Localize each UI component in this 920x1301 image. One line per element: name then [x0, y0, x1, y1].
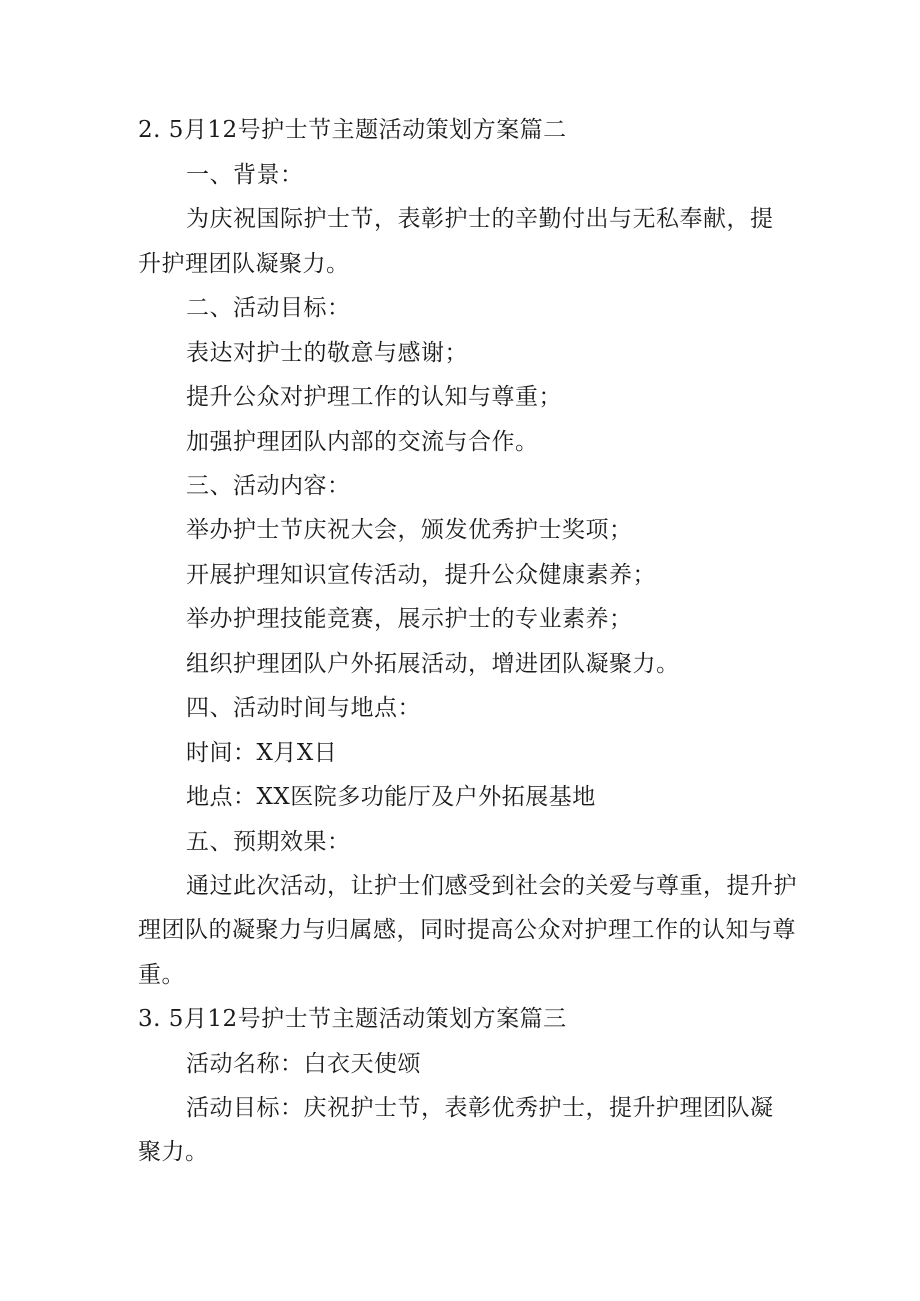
activity-goal-line: 聚力。 [138, 1139, 209, 1165]
time-place-heading: 四、活动时间与地点： [186, 695, 421, 721]
goal-item: 表达对护士的敬意与感谢； [186, 340, 468, 366]
section-heading-2: 2. 5月12号护士节主题活动策划方案篇二 [138, 117, 567, 143]
background-heading: 一、背景： [186, 162, 304, 188]
effect-paragraph-line: 理团队的凝聚力与归属感，同时提高公众对护理工作的认知与尊 [138, 917, 796, 943]
place-line: 地点：XX医院多功能厅及户外拓展基地 [186, 784, 596, 810]
content-item: 组织护理团队户外拓展活动，增进团队凝聚力。 [186, 651, 680, 677]
content-heading: 三、活动内容： [186, 473, 351, 499]
content-item: 举办护士节庆祝大会，颁发优秀护士奖项； [186, 517, 633, 543]
time-line: 时间：X月X日 [186, 740, 338, 766]
effect-paragraph-line: 通过此次活动，让护士们感受到社会的关爱与尊重，提升护 [186, 873, 797, 899]
background-paragraph-line: 为庆祝国际护士节，表彰护士的辛勤付出与无私奉献，提 [186, 206, 774, 232]
background-paragraph-line: 升护理团队凝聚力。 [138, 251, 350, 277]
content-item: 开展护理知识宣传活动，提升公众健康素养； [186, 562, 656, 588]
effect-heading: 五、预期效果： [186, 829, 351, 855]
content-item: 举办护理技能竞赛，展示护士的专业素养； [186, 606, 633, 632]
activity-goal-line: 活动目标：庆祝护士节，表彰优秀护士，提升护理团队凝 [186, 1095, 774, 1121]
activity-name-line: 活动名称：白衣天使颂 [186, 1051, 421, 1077]
section-heading-3: 3. 5月12号护士节主题活动策划方案篇三 [138, 1006, 567, 1032]
goal-item: 加强护理团队内部的交流与合作。 [186, 429, 539, 455]
effect-paragraph-line: 重。 [138, 962, 185, 988]
goals-heading: 二、活动目标： [186, 295, 351, 321]
goal-item: 提升公众对护理工作的认知与尊重； [186, 384, 562, 410]
